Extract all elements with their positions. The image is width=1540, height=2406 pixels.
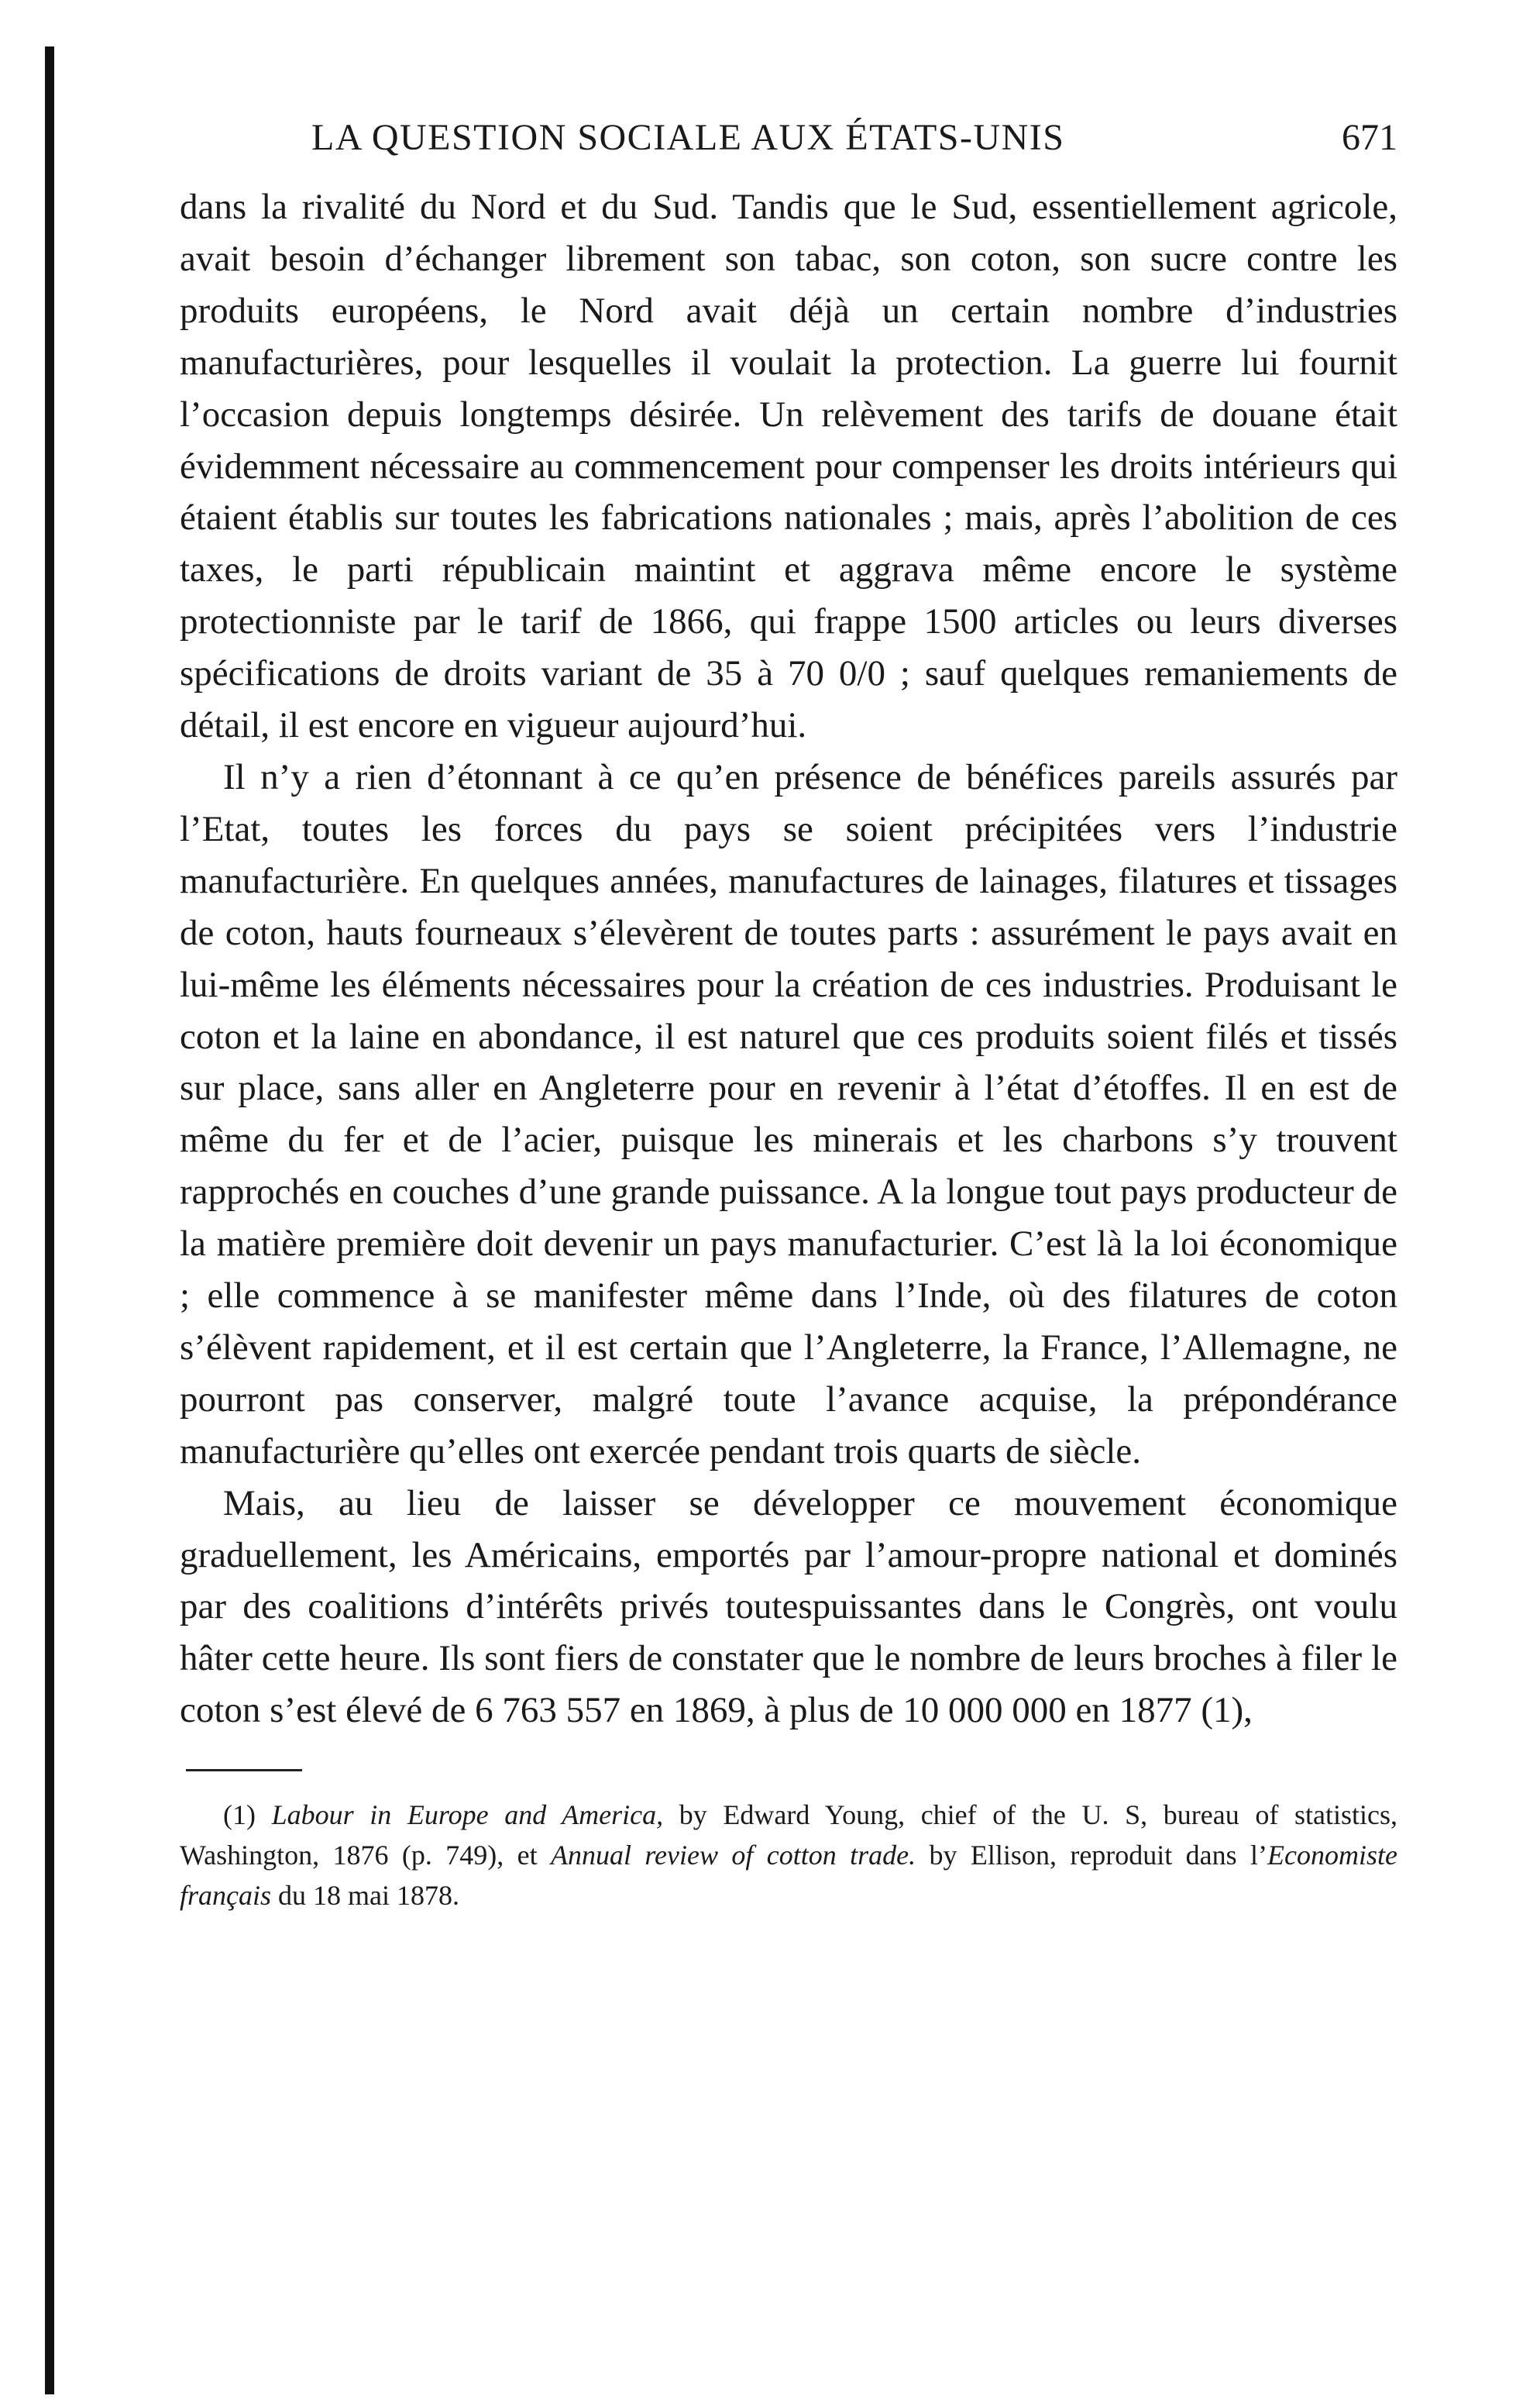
footnote-rule bbox=[186, 1769, 302, 1771]
footnote-marker: (1) bbox=[223, 1799, 256, 1831]
footnote-text-1: by Edward Young, chief of the U. S, bureau of statistics, Washington, 1876 (p. 749), et bbox=[180, 1799, 1398, 1871]
page-number: 671 bbox=[1342, 117, 1397, 158]
book-page bbox=[180, 116, 1397, 1916]
running-head bbox=[180, 116, 1397, 160]
footnote-text-2: by Ellison, reproduit dans l’ bbox=[916, 1840, 1268, 1871]
scan-binding-edge bbox=[45, 46, 54, 2394]
paragraph-3: Mais, au lieu de laisser se développer ce mouvement économique graduellement, les Américains, emportés par l’amour-propre national et dominés par des coalitions d’intérêts privés toutespuissantes dans le Congrès, ont voulu hâter cette heure. Ils sont fiers de constater que le nombre de leurs broches à filer le coton s’est élevé de 6 763 557 en 1869, à plus de 10 000 000 en 1877 (1), bbox=[180, 1482, 1397, 1731]
footnote-work-title-2: Annual review of cotton trade. bbox=[551, 1840, 916, 1871]
paragraph-2: Il n’y a rien d’étonnant à ce qu’en présence de bénéfices pareils assurés par l’Etat, toutes les forces du pays se soient précipitées vers l’industrie manufacturière. En quelques années, manufactures de lainages, filatures et tissages de coton, hauts fourneaux s’élevèrent de toutes parts : assurément le pays avait en lui-même les éléments nécessaires pour la création de ces industries. Produisant le coton et la laine en abondance, il est naturel que ces produits soient filés et tissés sur place, sans aller en Angleterre pour en revenir à l’état d’étoffes. Il en est de même du fer et de l’acier, puisque les minerais et les charbons s’y trouvent rapprochés en couches d’une grande puissance. A la longue tout pays producteur de la matière première doit devenir un pays manufacturier. C’est là la loi économique ; elle commence à se manifester même dans l’Inde, où des filatures de coton s’élèvent rapidement, et il est certain que l’Angleterre, la France, l’Allemagne, ne pourront pas conserver, malgré toute l’avance acquise, la prépondérance manufacturière qu’elles ont exercée pendant trois quarts de siècle. bbox=[180, 756, 1397, 1471]
paragraph-1: dans la rivalité du Nord et du Sud. Tandis que le Sud, essentiellement agricole, avait besoin d’échanger librement son tabac, son coton, son sucre contre les produits européens, le Nord avait déjà un certain nombre d’industries manufacturières, pour lesquelles il voulait la protection. La guerre lui fournit l’occasion depuis longtemps désirée. Un relèvement des tarifs de douane était évidemment nécessaire au commencement pour compenser les droits intérieurs qui étaient établis sur toutes les fabrications nationales ; mais, après l’abolition de ces taxes, le parti républicain maintint et aggrava même encore le système protectionniste par le tarif de 1866, qui frappe 1500 articles ou leurs diverses spécifications de droits variant de 35 à 70 0/0 ; sauf quelques remaniements de détail, il est encore en vigueur aujourd’hui. bbox=[180, 187, 1397, 746]
footnote-work-title-1: Labour in Europe and America, bbox=[271, 1799, 664, 1831]
footnote-text-3: du 18 mai 1878. bbox=[271, 1880, 459, 1912]
running-head-title: LA QUESTION SOCIALE AUX ÉTATS-UNIS bbox=[311, 117, 1065, 158]
footnote bbox=[180, 1795, 1397, 1916]
footnote-work-title-3: Economiste français bbox=[180, 1840, 1398, 1912]
